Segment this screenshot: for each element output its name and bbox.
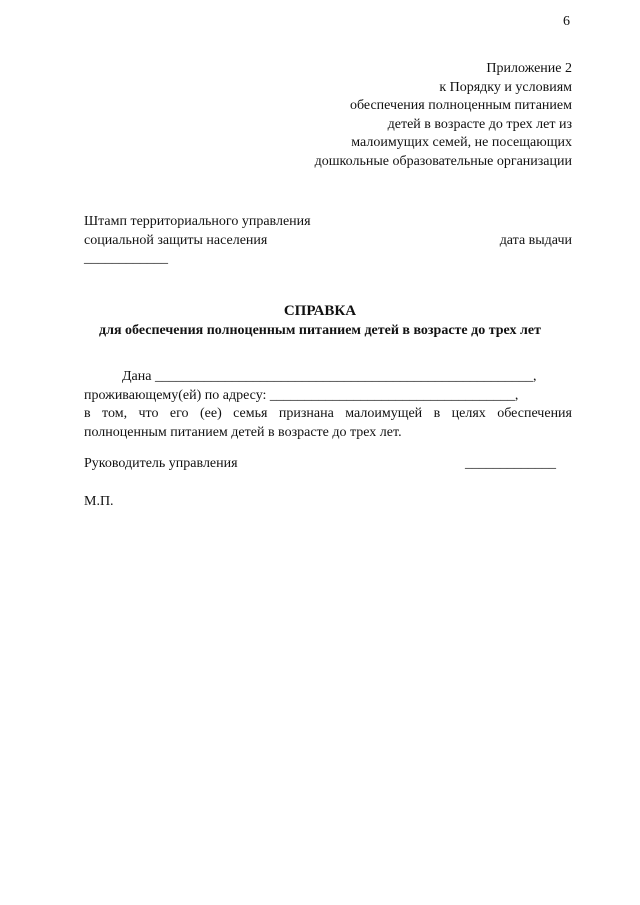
appendix-line: детей в возрасте до трех лет из: [387, 116, 572, 132]
appendix-block: [315, 60, 572, 171]
purpose-line-end: полноценным питанием детей в возрасте до трех лет.: [84, 424, 402, 440]
appendix-line: малоимущих семей, не посещающих: [351, 135, 572, 150]
signature-blank: _____________: [465, 456, 556, 471]
stamp-block: [84, 213, 572, 269]
issued-to-line: Дана ______________________________________________________,: [122, 369, 537, 384]
appendix-line: к Порядку и условиям: [439, 79, 572, 95]
title-block: [60, 302, 580, 340]
body-text: [84, 368, 572, 442]
signature-label: Руководитель управления: [84, 456, 238, 471]
certificate-subtitle: для обеспечения полноценным питанием детей в возрасте до трех лет: [99, 323, 541, 338]
date-label: дата выдачи: [499, 232, 572, 248]
date-blank: ____________: [84, 251, 168, 266]
page-number: 6: [563, 14, 570, 29]
stamp-line-1: Штамп территориального управления: [84, 214, 311, 229]
stamp-row: [84, 232, 572, 251]
appendix-line: обеспечения полноценным питанием: [349, 98, 572, 113]
purpose-line: в том, что его (ее) семья признана малоимущей в целях обеспечения: [84, 406, 572, 421]
appendix-line: дошкольные образовательные организации: [314, 153, 572, 169]
signature-row: [84, 455, 556, 474]
address-line: проживающему(ей) по адресу: ___________________________________,: [84, 387, 519, 403]
appendix-line: Приложение 2: [486, 61, 572, 76]
seal-label: М.П.: [84, 494, 114, 509]
certificate-title: СПРАВКА: [283, 303, 357, 319]
stamp-line-2: социальной защиты населения: [84, 232, 268, 248]
